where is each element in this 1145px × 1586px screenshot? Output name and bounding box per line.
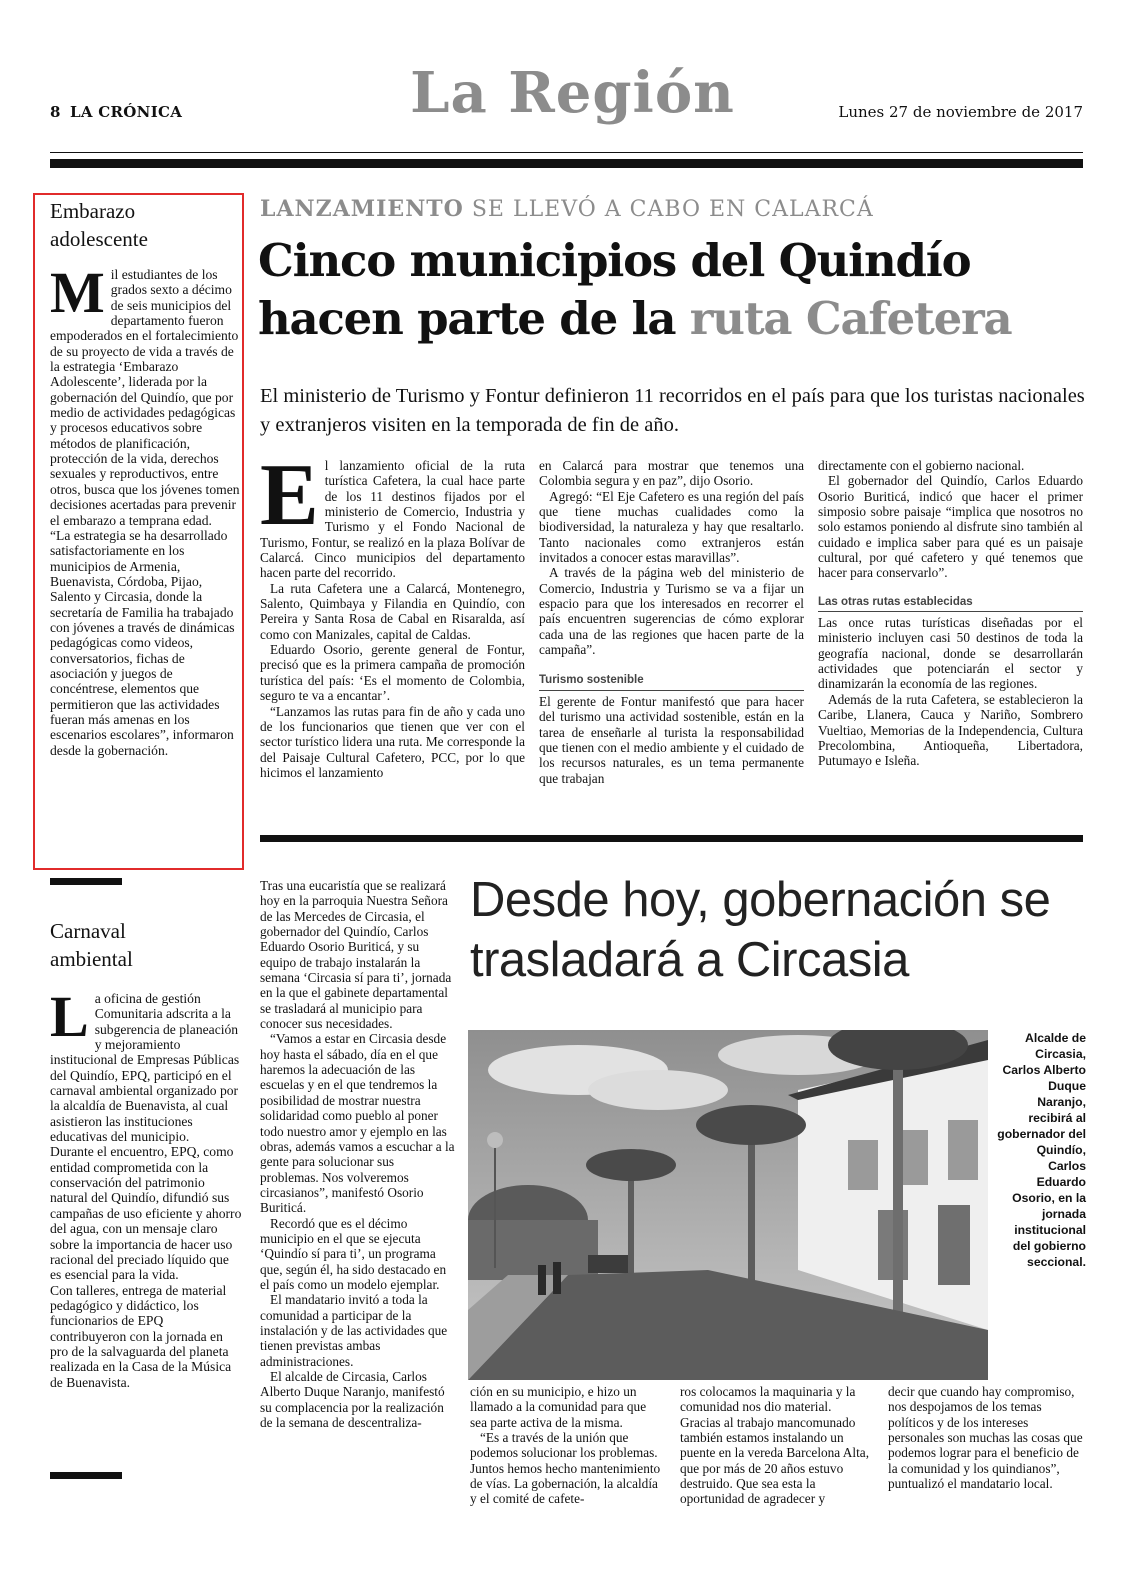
paragraph: La ruta Cafetera une a Calarcá, Montenegro, Salento, Quimbaya y Filandia en Quindío, con Pereira y Santa Rosa de Cabal en Risaralda, así como con Manizales, capital de Caldas. — [260, 580, 525, 642]
article-column-2 — [539, 458, 804, 786]
sidebar-story-body — [50, 984, 242, 1390]
article2-column-d — [888, 1384, 1083, 1491]
paragraph: “Lanzamos las rutas para fin de año y cada uno de los funcionarios que tienen que ver con el sector turístico lidera una ruta. Me corresponde la del Paisaje Cultural Cafetero, PCC, por lo que hicimos el lanzamiento — [260, 703, 525, 780]
sidebar-story-body — [50, 260, 240, 758]
street-photo — [468, 1030, 988, 1380]
headline-accent: ruta Cafetera — [689, 292, 1012, 345]
article-standfirst: El ministerio de Turismo y Fontur definieron 11 recorridos en el país para que los turistas nacionales y extranjeros visiten en la temporada de fin de año. — [260, 385, 1085, 436]
issue-date: Lunes 27 de noviembre de 2017 — [838, 103, 1083, 121]
kicker-rest: SE LLEVÓ A CABO EN CALARCÁ — [463, 197, 874, 222]
subheading: Turismo sostenible — [539, 673, 804, 690]
paragraph: El gobernador del Quindío, Carlos Eduardo Osorio Buriticá, indicó que hacer el primer simposio sobre paisaje “implica que nosotros no solo estamos poniendo al disfrute sino también al cuidado e implica saber para qué es un paisaje cultural, por qué cafetero y qué tenemos que hacer para conservarlo”. — [818, 473, 1083, 581]
article2-headline: Desde hoy, gobernación se trasladará a Circasia — [470, 873, 1051, 987]
article-separator-rule — [260, 835, 1083, 842]
paragraph: ros colocamos la maquinaria y la comunidad nos dio material. Gracias al trabajo mancomunado también estamos instalando un puente en la vereda Barcelona Alta, que por más de 20 años estuvo destruido. Que sea esta la oportunidad de agradecer y — [680, 1384, 870, 1507]
kicker-bold: LANZAMIENTO — [260, 196, 464, 222]
paragraph: Recordó que es el décimo municipio en el que se ejecuta ‘Quindío sí para ti’, un programa que, según él, ha sido destacado en el país como un modelo ejemplar. — [260, 1215, 447, 1292]
paragraph: El mandatario invitó a toda la comunidad a participar de la instalación y de las actividades que tienen previstas ambas administraciones. — [260, 1292, 448, 1369]
sidebar-story-title: Carnaval ambiental — [50, 919, 133, 971]
paragraph: “Es a través de la unión que podemos solucionar los problemas. Juntos hemos hecho mantenimiento de vías. La gobernación, la alcaldía y el comité de cafete- — [470, 1430, 661, 1507]
paragraph: il estudiantes de los grados sexto a décimo de seis municipios del departamento fueron empoderados en el fortalecimiento de su proyecto de vida a través de la estrategia ‘Embarazo Adolescente’, liderada por la gobernación del Quindío, que por medio de actividades pedagógicas y procesos educativos sobre métodos de planificación, protección de la vida, derechos sexuales y reproductivos, entre otros, busca que los jóvenes tomen decisiones acertadas para prevenir el embarazo a temprana edad. — [50, 267, 240, 528]
paragraph: El alcalde de Circasia, Carlos Alberto Duque Naranjo, manifestó su complacencia por la realización de la semana de descentraliza- — [260, 1369, 445, 1431]
article2-column-b — [470, 1384, 665, 1507]
paragraph: Además de la ruta Cafetera, se establecieron la Caribe, Llanera, Cauca y Nariño, Sombrero Vueltiao, Memorias de la Independencia, Cultura Precolombina, Antioqueña, Libertadora, Putumayo e Isleña. — [818, 691, 1083, 769]
paragraph: en Calarcá para mostrar que tenemos una Colombia segura y en paz”, dijo Osorio. — [539, 458, 804, 489]
dropcap: E — [260, 447, 319, 544]
paragraph: Eduardo Osorio, gerente general de Fontur, precisó que es la primera campaña de promoción turística del país: ‘Es el momento de Colombia, seguro te va a encantar’. — [260, 642, 525, 704]
newspaper-brand: LA CRÓNICA — [70, 103, 183, 121]
article-headline — [258, 232, 1088, 348]
paragraph: Tras una eucaristía que se realizará hoy en la parroquia Nuestra Señora de las Mercedes de Circasia, el gobernador del Quindío, Carlos Eduardo Osorio Buriticá, y su equipo de trabajo instalarán la semana ‘Circasia sí para ti’, jornada en la que el gabinete departamental se trasladará al municipio para conocer sus necesidades. — [260, 878, 452, 1032]
dropcap: M — [50, 260, 105, 325]
street-photo-illustration — [468, 1030, 988, 1380]
paragraph: Las once rutas turísticas diseñadas por el ministerio incluyen casi 50 destinos de toda la geografía nacional, donde se desarrollarán actividades que potenciarán el sector y dinamizarán la economía de las regiones. — [818, 615, 1083, 692]
paragraph: “La estrategia se ha desarrollado satisfactoriamente en los municipios de Armenia, Buenavista, Córdoba, Pijao, Salento y Circasia, donde la secretaría de Familia ha trabajado con jóvenes a través de dinámicas pedagógicas como videos, conversatorios, fichas de asociación y juegos de concéntrese, elementos que permitieron que las actividades fueran más amenas en los escenarios escolares”, informaron desde la gobernación. — [50, 527, 235, 758]
section-title: La Región — [410, 60, 735, 126]
subheading: Las otras rutas establecidas — [818, 595, 1083, 612]
paragraph: decir que cuando hay compromiso, nos despojamos de los temas políticos y de los intereses personales son muchas las cosas que podemos lograr para el beneficio de la comunidad y los quindianos”, puntualizó el mandatario local. — [888, 1384, 1083, 1492]
header-rule-thick — [50, 159, 1083, 168]
story-separator — [50, 878, 122, 885]
article-column-1 — [260, 447, 525, 780]
paragraph: A través de la página web del ministerio de Comercio, Industria y Turismo se va a fijar un espacio para que los interesados en recorrer el país encuentren sugerencias de cómo explorar cada una de las regiones que hacen parte de la campaña”. — [539, 565, 804, 658]
page-number: 8 — [50, 103, 61, 121]
paragraph: ción en su municipio, e hizo un llamado a la comunidad para que sea parte activa de la misma. — [470, 1384, 647, 1430]
paragraph: “Vamos a estar en Circasia desde hoy hasta el sábado, día en el que haremos la adecuación de las escuelas y en el que tendremos la posibilidad de mostrar nuestra solidaridad como pueblo al poner todo nuestro amor y ejemplo en las obras, además vamos a escuchar a la gente para solucionar sus problemas. Nos volveremos circasianos”, manifestó Osorio Buriticá. — [260, 1031, 455, 1216]
header-rule-thin — [50, 152, 1083, 153]
paragraph: Durante el encuentro, EPQ, como entidad comprometida con la conservación del patrimonio natural del Quindío, difundió sus campañas de uso eficiente y ahorro del agua, con un mensaje claro sobre la importancia de hacer uso racional del preciado líquido que es esencial para la vida. — [50, 1144, 242, 1283]
article-kicker — [260, 196, 874, 222]
story-separator — [50, 1472, 122, 1479]
article2-column-a — [260, 878, 455, 1430]
paragraph: a oficina de gestión Comunitaria adscrita a la subgerencia de planeación y mejoramiento institucional de Empresas Públicas del Quindío, EPQ, participó en el carnaval ambiental organizado por la alcaldía de Buenavista, al cual asistieron las instituciones educativas del municipio. — [50, 991, 240, 1145]
paragraph: Con talleres, entrega de material pedagógico y didáctico, los funcionarios de EPQ contribuyeron con la jornada en pro de la salvaguarda del planeta realizada en la Casa de la Música de Buenavista. — [50, 1282, 232, 1390]
sidebar-story-carnaval — [50, 917, 242, 1390]
article2-column-c — [680, 1384, 875, 1507]
sidebar-story-embarazo — [50, 197, 240, 758]
paragraph: El gerente de Fontur manifestó que para hacer del turismo una actividad sostenible, están en la tarea de enseñarle al turista la responsabilidad que tienen con el medio ambiente y el cuidado de los recursos naturales, es un tema permanente que trabajan — [539, 693, 804, 786]
sidebar-story-title: Embarazo adolescente — [50, 199, 148, 251]
headline-main: Cinco municipios del Quindío hacen parte de la — [258, 234, 971, 345]
paragraph: directamente con el gobierno nacional. — [818, 458, 1025, 473]
article-column-3 — [818, 458, 1083, 769]
dropcap: L — [50, 984, 89, 1049]
paragraph: l lanzamiento oficial de la ruta turística Cafetera, la cual hace parte de los 11 destinos fijados por el ministerio de Comercio, Industria y Turismo y el Fondo Nacional de Turismo, Fontur, se realizó en la plaza Bolívar de Calarcá. Cinco municipios del departamento hacen parte del recorrido. — [260, 458, 525, 581]
photo-caption: Alcalde de Circasia, Carlos Alberto Duque Naranjo, recibirá al gobernador del Quindío, Carlos Eduardo Osorio, en la jornada institucional del gobierno seccional. — [997, 1031, 1086, 1269]
paragraph: Agregó: “El Eje Cafetero es una región del país que tiene muchas cualidades como la biodiversidad, la naturaleza y hay que resaltarlo. Tanto nacionales como extranjeros están invitados a conocer estas maravillas”. — [539, 488, 804, 566]
